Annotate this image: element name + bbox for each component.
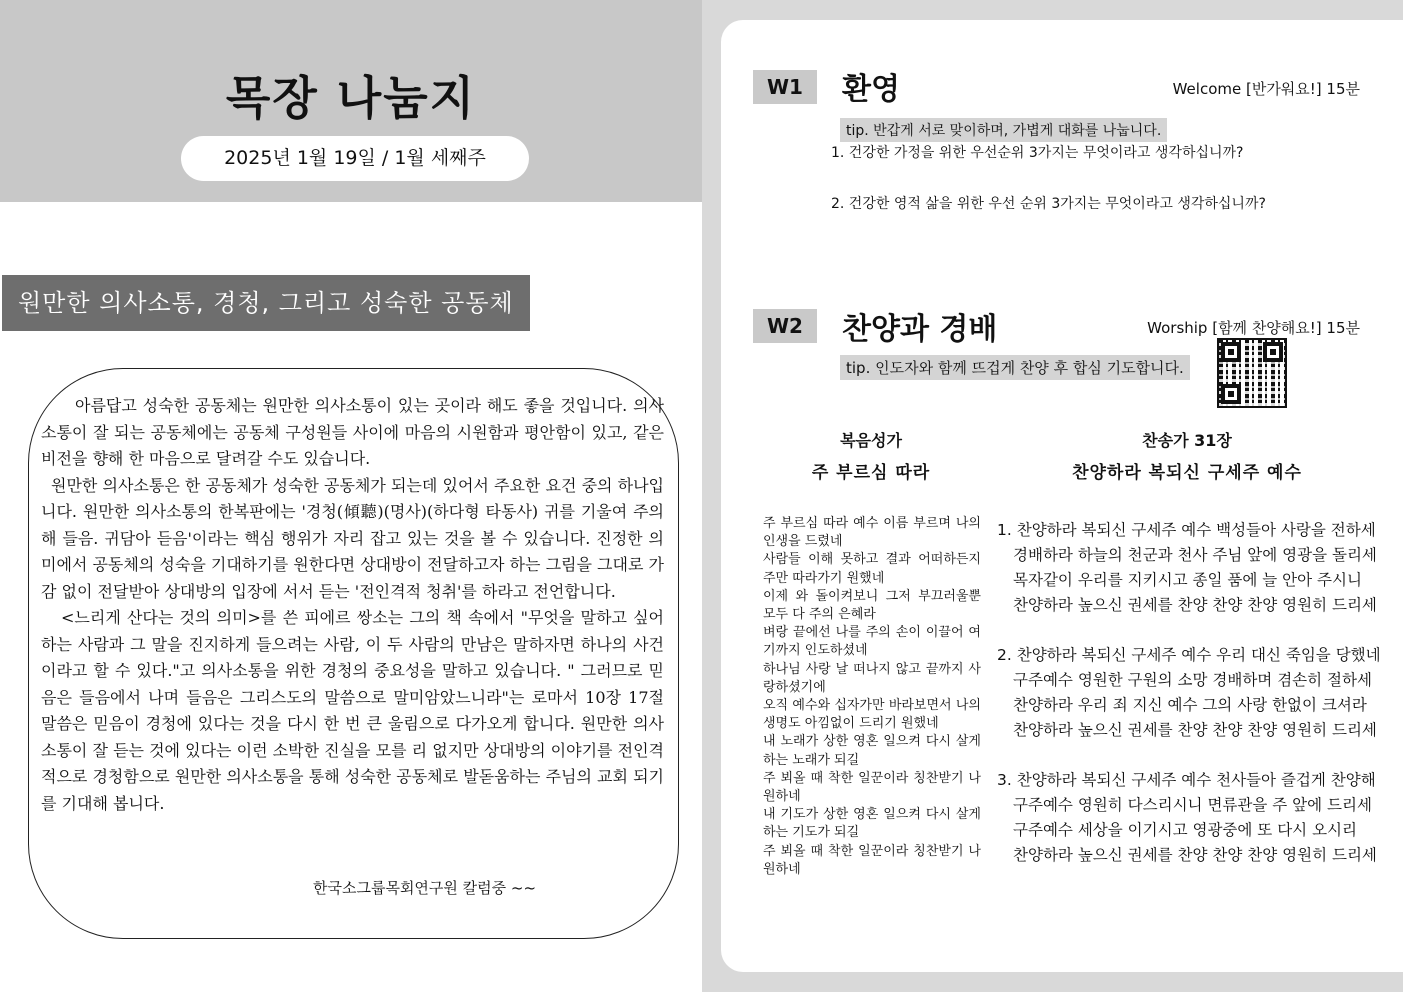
w1-tip: tip. 반갑게 서로 맞이하며, 가볍게 대화를 나눕니다. (840, 118, 1167, 142)
song1-heading: 복음성가 (840, 431, 902, 450)
lyric-line: 사람들 이해 못하고 결과 어떠하든지 주만 따라가기 원했네 (763, 552, 981, 586)
page-title: 목장 나눔지 (225, 71, 477, 125)
right-page (721, 20, 1403, 972)
w2-title: 찬양과 경배 (842, 312, 998, 347)
w1-question-2: 2. 건강한 영적 삶을 위한 우선 순위 3가지는 무엇이라고 생각하십니까? (831, 196, 1266, 212)
w2-tip: tip. 인도자와 함께 뜨겁게 찬양 후 합심 기도합니다. (840, 355, 1190, 380)
lyric-line: 주 뵈올 때 착한 일꾼이라 칭찬받기 나 원하네 (763, 843, 981, 877)
verse-line: 목자같이 우리를 지키시고 종일 품에 늘 안아 주시니 (1013, 571, 1362, 589)
column-box (28, 368, 679, 939)
w1-title: 환영 (842, 72, 900, 107)
verse-line: 찬양하라 높으신 권세를 찬양 찬양 찬양 영원히 드리세 (1013, 846, 1377, 864)
column-paragraph: 아름답고 성숙한 공동체는 원만한 의사소통이 있는 곳이라 해도 좋을 것입니다. 의사소통이 잘 되는 공동체에는 공동체 구성원들 사이에 마음의 시원함과 평안함이 있고, 같은 비전을 향해 한 마음으로 달려갈 수도 있습니다. (41, 396, 664, 468)
lyric-line: 오직 예수와 십자가만 바라보면서 나의 생명도 아낌없이 드리기 원했네 (763, 698, 981, 732)
song2-heading: 찬송가 31장 (1142, 431, 1232, 450)
column-paragraph: 원만한 의사소통은 한 공동체가 성숙한 공동체가 되는데 있어서 주요한 요건 중의 하나입니다. 원만한 의사소통의 한복판에는 '경청(傾聽)(명사)(하다형 타동사) 귀를 기울여 주의해 들음. 귀담아 듣음'이라는 핵심 행위가 자리 잡고 있는 것을 볼 수 있습니다. 진정한 의미에서 공동체의 성숙을 기대하기를 원한다면 상대방이 전달하고자 하는 그림을 그대로 가감 없이 전달받아 상대방의 입장에 서서 듣는 '전인격적 청취'를 하라고 전언합니다. (41, 475, 664, 601)
date-pill: 2025년 1월 19일 / 1월 세째주 (181, 136, 529, 181)
song1-title: 주 부르심 따라 (811, 463, 931, 483)
lyric-line: 내 기도가 상한 영혼 일으켜 다시 살게 하는 기도가 되길 (763, 807, 981, 841)
lyric-line: 내 노래가 상한 영혼 일으켜 다시 살게 하는 노래가 되길 (763, 734, 981, 768)
song1-lyrics (763, 515, 981, 879)
lyric-line: 주 부르심 따라 예수 이름 부르며 나의 인생을 드렸네 (763, 516, 981, 550)
qr-code-icon[interactable] (1217, 338, 1287, 408)
w2-meta: Worship [함께 찬양해요!] 15분 (1147, 319, 1360, 337)
verse-line: 찬양하라 우리 죄 지신 예수 그의 사랑 한없이 크셔라 (1013, 696, 1367, 714)
verse-line: 구주예수 영원히 다스리시니 면류관을 주 앞에 드리세 (1013, 796, 1372, 814)
lyric-line: 주 뵈올 때 착한 일꾼이라 칭찬받기 나 원하네 (763, 770, 981, 805)
topic-banner: 원만한 의사소통, 경청, 그리고 성숙한 공동체 (2, 275, 530, 331)
verse-line: 구주예수 세상을 이기시고 영광중에 또 다시 오시리 (1013, 821, 1357, 839)
verse-line: 3. 찬양하라 복되신 구세주 예수 천사들아 즐겁게 찬양해 (997, 771, 1376, 789)
lyric-line: 이제 와 돌이켜보니 그저 부끄러울뿐 모두 다 주의 은혜라 (763, 588, 981, 623)
column-signature: 한국소그룹목회연구원 칼럼중 ~~ (313, 879, 537, 897)
verse-line: 찬양하라 높으신 권세를 찬양 찬양 찬양 영원히 드리세 (1013, 596, 1377, 614)
verse-line: 경배하라 하늘의 천군과 천사 주님 앞에 영광을 돌리세 (1013, 546, 1377, 564)
lyric-line: 벼랑 끝에선 나를 주의 손이 이끌어 여기까지 인도하셨네 (763, 625, 981, 659)
verse-3 (997, 768, 1377, 868)
song2-title: 찬양하라 복되신 구세주 예수 (1072, 463, 1302, 483)
verse-line: 2. 찬양하라 복되신 구세주 예수 우리 대신 죽임을 당했네 (997, 646, 1381, 664)
verse-2 (997, 643, 1381, 743)
song2-lyrics (997, 518, 1381, 893)
verse-line: 1. 찬양하라 복되신 구세주 예수 백성들아 사랑을 전하세 (997, 521, 1376, 539)
w1-question-1: 1. 건강한 가정을 위한 우선순위 3가지는 무엇이라고 생각하십니까? (831, 145, 1244, 161)
w1-meta: Welcome [반가워요!] 15분 (1172, 80, 1360, 98)
verse-1 (997, 518, 1377, 618)
column-paragraph: <느리게 산다는 것의 의미>를 쓴 피에르 쌍소는 그의 책 속에서 "무엇을 말하고 싶어하는 사람과 그 말을 진지하게 들으려는 사람, 이 두 사람의 만남은 말하자면 하나의 사건이라고 할 수 있다."고 의사소통을 위한 경청의 중요성을 말하고 있습니다. " 그러므로 믿음은 들음에서 나며 들음은 그리스도의 말씀으로 말미암았느니라"는 로마서 10장 17절 말씀은 믿음이 경청에 있다는 것을 다시 한 번 큰 울림으로 다가오게 합니다. 원만한 의사소통이 잘 듣는 것에 있다는 이런 소박한 진실을 모를 리 없지만 상대방의 이야기를 전인격적으로 경청함으로 원만한 의사소통을 통해 성숙한 공동체로 발돋움하는 주님의 교회 되기를 기대해 봅니다. (41, 608, 664, 813)
header-band (0, 0, 702, 202)
verse-line: 구주예수 영원한 구원의 소망 경배하며 겸손히 절하세 (1013, 671, 1372, 689)
w2-tag: W2 (753, 309, 817, 343)
verse-line: 찬양하라 높으신 권세를 찬양 찬양 찬양 영원히 드리세 (1013, 721, 1377, 739)
w1-tag: W1 (753, 70, 817, 104)
lyric-line: 하나님 사랑 날 떠나지 않고 끝까지 사랑하셨기에 (763, 661, 981, 695)
